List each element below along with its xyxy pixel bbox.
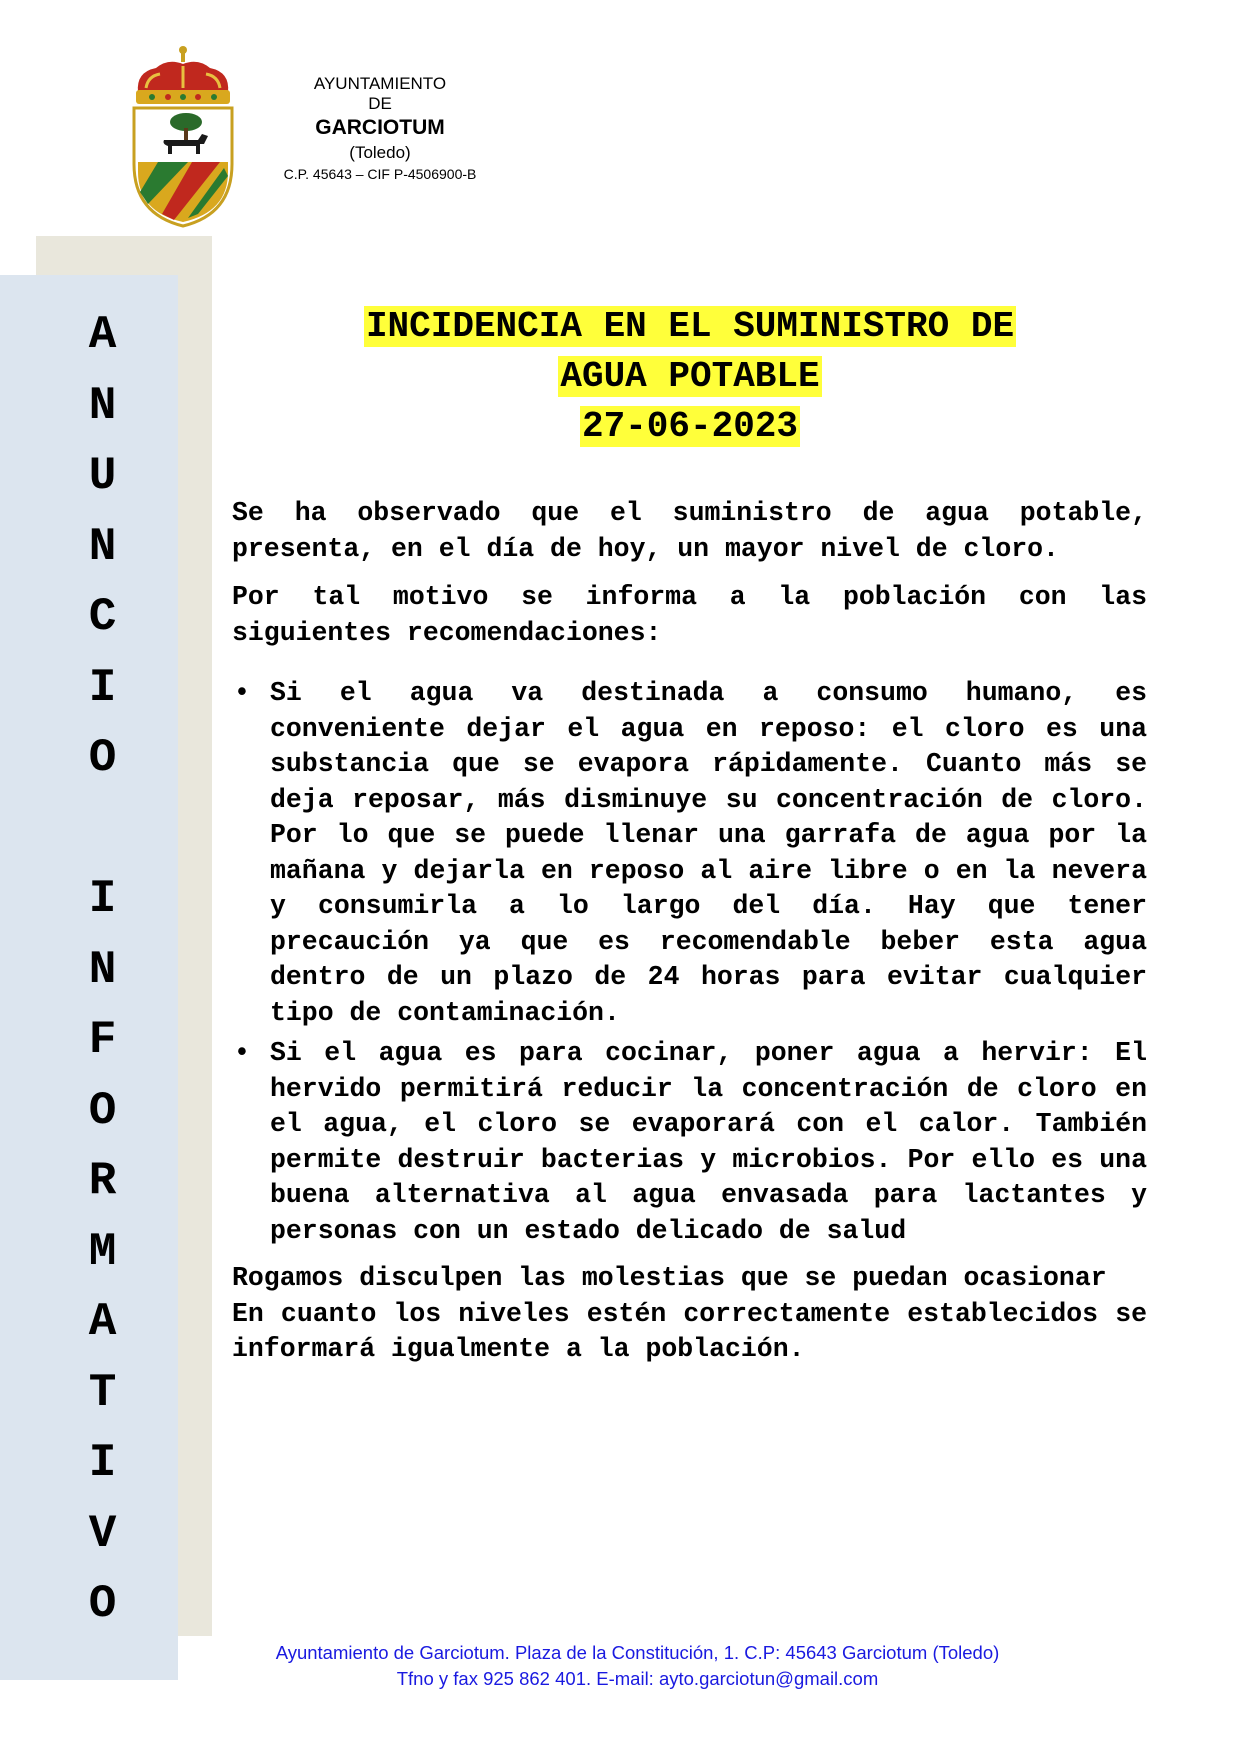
- sidebar-vertical-text: [0, 300, 205, 1640]
- bullet-icon: •: [234, 1038, 250, 1068]
- header-de: DE: [368, 94, 392, 113]
- list-item-text: Si el agua va destinada a consumo humano, es conveniente dejar el agua en reposo: el cloro es una substancia que se evapora rápidamente. Cuanto más se deja reposar, más disminuye su concentración de cloro. Por lo que se puede llenar una garrafa de agua por la mañana y dejarla en reposo al aire libre o en la nevera y consumirla a lo largo del día. Hay que tener precaución ya que es recomendable beber esta agua dentro de un plazo de 24 horas para evitar cualquier tipo de contaminación.: [270, 678, 1147, 1028]
- sidebar-letter: T: [88, 1366, 117, 1419]
- list-item: [232, 676, 1147, 1031]
- recommendations-list: [232, 676, 1147, 1249]
- sidebar-letter: R: [88, 1155, 117, 1207]
- paragraph-apology: Rogamos disculpen las molestias que se puedan ocasionar: [232, 1263, 1107, 1293]
- paragraph-observation: Se ha observado que el suministro de agua potable, presenta, en el día de hoy, un mayor nivel de cloro.: [232, 498, 1147, 564]
- footer-address: Ayuntamiento de Garciotum. Plaza de la Constitución, 1. C.P: 45643 Garciotum (Toledo): [275, 1642, 1000, 1663]
- footer-contact: Tfno y fax 925 862 401. E-mail: ayto.garciotun@gmail.com: [396, 1668, 879, 1689]
- sidebar-letter: A: [88, 309, 117, 361]
- sidebar-letter: N: [88, 379, 117, 432]
- title-line: AGUA POTABLE: [560, 356, 820, 397]
- sidebar-letter: M: [88, 1225, 117, 1278]
- title-line: INCIDENCIA EN EL SUMINISTRO DE: [365, 306, 1015, 347]
- notice-body: [232, 496, 1147, 1368]
- header-ids: C.P. 45643 – CIF P-4506900-B: [283, 166, 477, 182]
- notice-title: [230, 302, 1150, 452]
- header-ayuntamiento: AYUNTAMIENTO: [313, 74, 447, 93]
- coat-of-arms-icon: [128, 44, 238, 234]
- sidebar-letter: I: [88, 873, 117, 925]
- bullet-icon: •: [234, 678, 250, 708]
- sidebar-letter: I: [88, 661, 117, 714]
- header-province: (Toledo): [349, 143, 411, 162]
- paragraph-intro: Por tal motivo se informa a la población con las siguientes recomendaciones:: [232, 582, 1147, 648]
- sidebar-letter: O: [88, 732, 117, 784]
- town-header: [250, 74, 510, 184]
- list-item-text: Si el agua es para cocinar, poner agua a hervir: El hervido permitirá reducir la concentración de cloro en el agua, el cloro se evaporará con el calor. También permite destruir bacterias y microbios. Por ello es una buena alternativa al agua envasada para lactantes y personas con un estado delicado de salud: [270, 1038, 1147, 1246]
- sidebar-letter: N: [88, 520, 117, 573]
- list-item: [232, 1036, 1147, 1249]
- sidebar-letter: I: [88, 1437, 117, 1489]
- sidebar-letter: C: [88, 591, 117, 643]
- page-footer: [205, 1640, 1070, 1692]
- sidebar-letter: V: [88, 1507, 117, 1560]
- title-date: 27-06-2023: [581, 406, 799, 447]
- sidebar-letter: O: [88, 1084, 117, 1137]
- paragraph-closing: En cuanto los niveles estén correctamente establecidos se informará igualmente a la población.: [232, 1298, 1147, 1364]
- sidebar-letter: A: [88, 1296, 117, 1348]
- header-town-name: GARCIOTUM: [315, 116, 445, 139]
- sidebar-letter: O: [88, 1578, 117, 1630]
- sidebar-letter: N: [88, 943, 117, 996]
- sidebar-letter: F: [88, 1014, 117, 1066]
- sidebar-letter: U: [88, 450, 117, 502]
